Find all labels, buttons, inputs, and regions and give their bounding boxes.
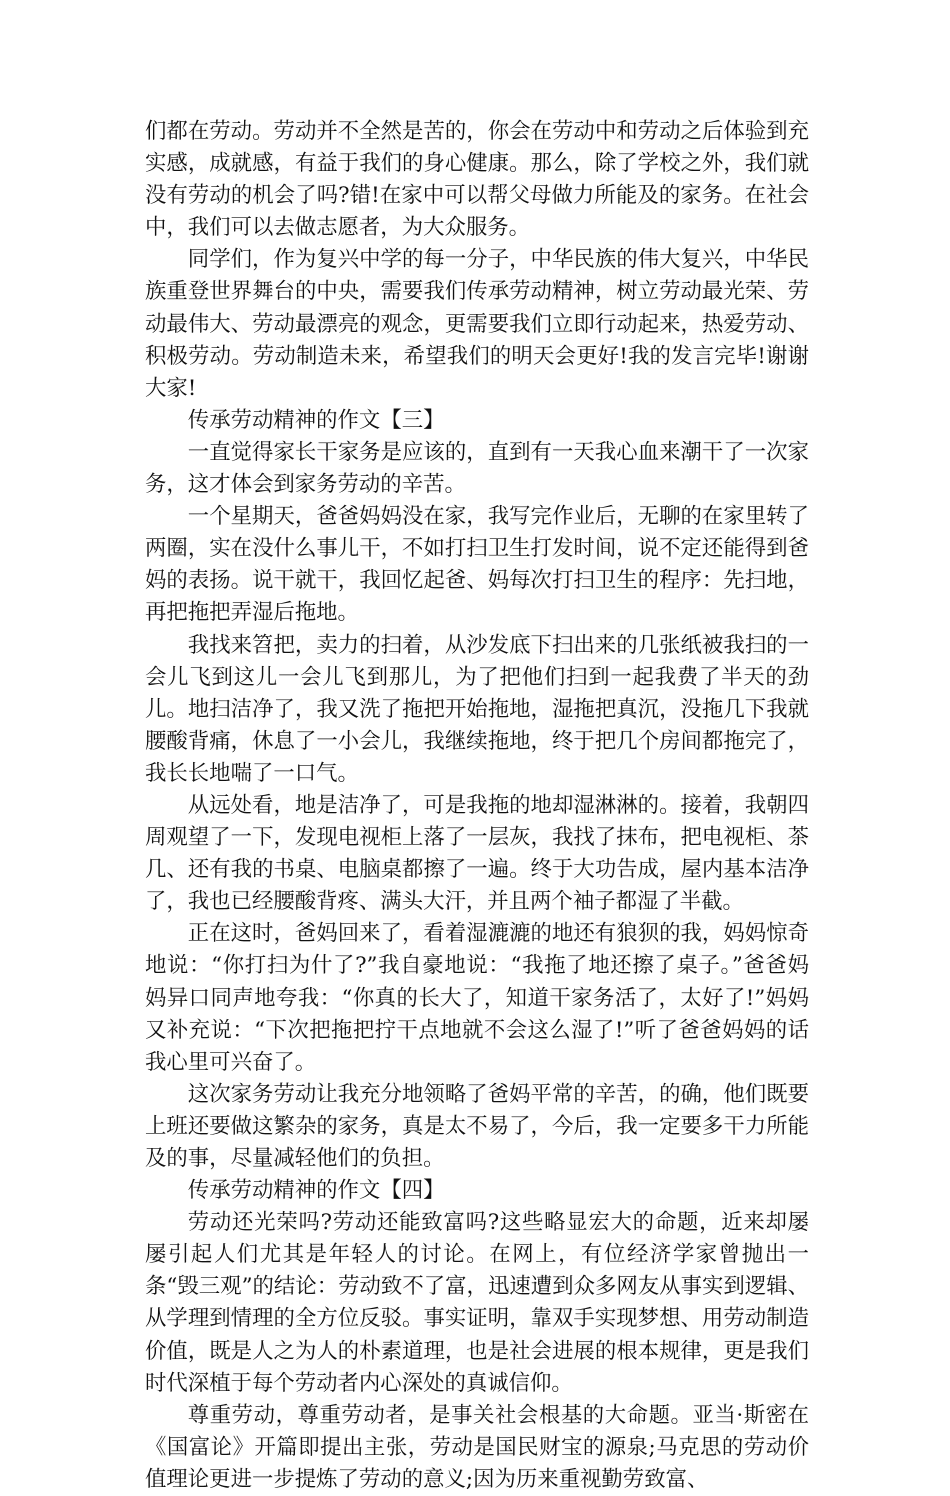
paragraph: 这次家务劳动让我充分地领略了爸妈平常的辛苦，的确，他们既要上班还要做这繁杂的家务，真是太不易了，今后，我一定要多干力所能及的事，尽量减轻他们的负担。 [145,1081,809,1171]
paragraph: 从远处看，地是洁净了，可是我拖的地却湿淋淋的。接着，我朝四周观望了一下，发现电视柜上落了一层灰，我找了抹布，把电视柜、茶几、还有我的书桌、电脑桌都擦了一遍。终于大功告成，屋内基本洁净了，我也已经腰酸背疼、满头大汗，并且两个袖子都湿了半截。 [145,792,809,915]
paragraph-continuation: 们都在劳动。劳动并不全然是苦的，你会在劳动中和劳动之后体验到充实感，成就感，有益于我们的身心健康。那么，除了学校之外，我们就没有劳动的机会了吗?错!在家中可以帮父母做力所能及的家务。在社会中，我们可以去做志愿者，为大众服务。 [145,119,809,241]
document-page [145,116,809,1496]
paragraph-speech-closing: 同学们，作为复兴中学的每一分子，中华民族的伟大复兴，中华民族重登世界舞台的中央，需要我们传承劳动精神，树立劳动最光荣、劳动最伟大、劳动最漂亮的观念，更需要我们立即行动起来，热爱劳动、积极劳动。劳动制造未来，希望我们的明天会更好!我的发言完毕!谢谢大家! [145,247,809,401]
paragraph: 劳动还光荣吗?劳动还能致富吗?这些略显宏大的命题，近来却屡屡引起人们尤其是年轻人的讨论。在网上，有位经济学家曾抛出一条“毁三观”的结论：劳动致不了富，迅速遭到众多网友从事实到逻辑、从学理到情理的全方位反驳。事实证明，靠双手实现梦想、用劳动制造价值，既是人之为人的朴素道理，也是社会进展的根本规律，更是我们时代深植于每个劳动者内心深处的真诚信仰。 [145,1210,809,1396]
section-heading-four: 传承劳动精神的作文【四】 [187,1178,445,1204]
paragraph: 一直觉得家长干家务是应该的，直到有一天我心血来潮干了一次家务，这才体会到家务劳动的辛苦。 [145,439,809,498]
paragraph: 一个星期天，爸爸妈妈没在家，我写完作业后，无聊的在家里转了两圈，实在没什么事儿干，不如打扫卫生打发时间，说不定还能得到爸妈的表扬。说干就干，我回忆起爸、妈每次打扫卫生的程序：先扫地，再把拖把弄湿后拖地。 [145,504,809,626]
section-heading-three: 传承劳动精神的作文【三】 [187,407,445,433]
paragraph: 正在这时，爸妈回来了，看着湿漉漉的地还有狼狈的我，妈妈惊奇地说：“你打扫为什了?”我自豪地说：“我拖了地还擦了桌子。”爸爸妈妈异口同声地夸我：“你真的长大了，知道干家务活了，太好了!”妈妈又补充说：“下次把拖把拧干点地就不会这么湿了!”听了爸爸妈妈的话我心里可兴奋了。 [145,921,809,1075]
paragraph: 我找来笤把，卖力的扫着，从沙发底下扫出来的几张纸被我扫的一会儿飞到这儿一会儿飞到那儿，为了把他们扫到一起我费了半天的劲儿。地扫洁净了，我又洗了拖把开始拖地，湿拖把真沉，没拖几下我就腰酸背痛，休息了一小会儿，我继续拖地，终于把几个房间都拖完了，我长长地喘了一口气。 [145,632,809,786]
paragraph: 尊重劳动，尊重劳动者，是事关社会根基的大命题。亚当·斯密在《国富论》开篇即提出主张，劳动是国民财宝的源泉;马克思的劳动价值理论更进一步提炼了劳动的意义;因为历来重视勤劳致富、 [145,1402,809,1492]
